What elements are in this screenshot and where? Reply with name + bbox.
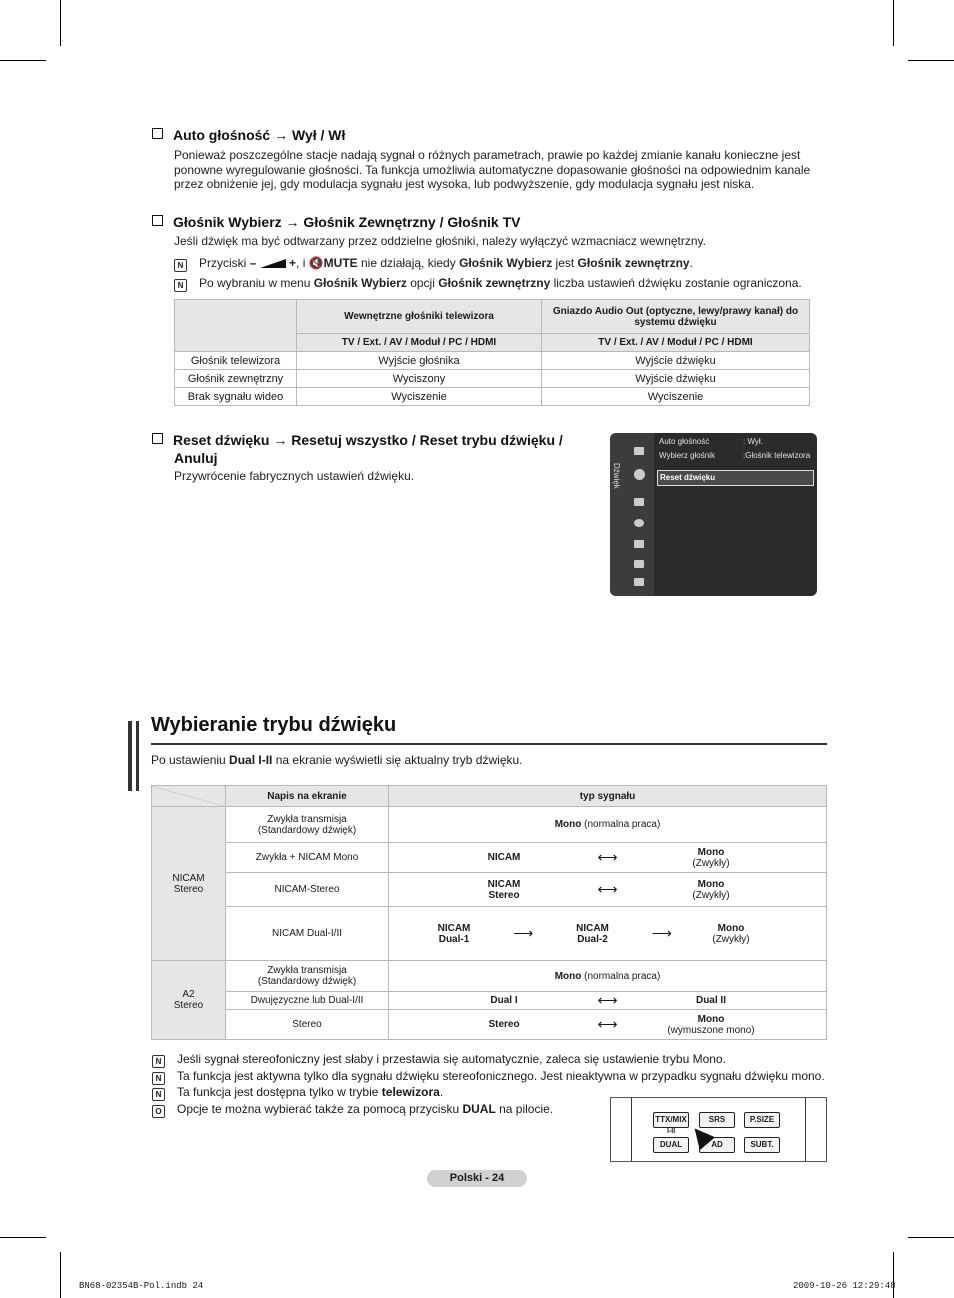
text: Mono (717, 922, 745, 934)
section-reset-body: Przywrócenie fabrycznych ustawień dźwięku. (174, 469, 415, 483)
text: Przyciski (199, 256, 247, 270)
table-cell: Stereo (226, 1010, 389, 1040)
section-title-text: Anuluj (174, 450, 218, 466)
table-cell: Głośnik zewnętrzny (175, 370, 297, 388)
p-size-button[interactable]: P.SIZE (744, 1112, 780, 1128)
text: (normalna praca) (581, 970, 661, 982)
menu-item-label: Wybierz głośnik (659, 451, 715, 460)
text: Mono (697, 1013, 725, 1025)
remote-control-illustration (610, 1097, 827, 1162)
heading-rule (151, 743, 827, 745)
remote-edge (631, 1098, 632, 1161)
note-icon: N (152, 1088, 165, 1101)
text: . (689, 256, 693, 270)
section-speaker-select-title (152, 214, 520, 230)
text: (wymuszone mono) (667, 1024, 755, 1036)
text: (Zwykły) (692, 889, 730, 901)
note-icon: N (152, 1072, 165, 1085)
footer-filename: BN68-02354B-Pol.indb 24 (79, 1281, 204, 1291)
note-settings-limited (174, 276, 802, 292)
table-cell: Zwykła transmisja (Standardowy dźwięk) (226, 807, 389, 843)
dual-label: I-II (667, 1128, 676, 1135)
text: Opcje te można wybierać także za pomocą przycisku (177, 1102, 463, 1116)
table-header: Gniazdo Audio Out (optyczne, lewy/prawy kanał) do systemu dźwięku (542, 300, 810, 334)
srs-button[interactable]: SRS (699, 1112, 735, 1128)
table-cell: Wyjście dźwięku (542, 352, 810, 370)
crop-mark (60, 0, 61, 46)
table-cell (389, 873, 827, 907)
setup-gear-icon (634, 519, 644, 527)
menu-item-sound-reset[interactable] (657, 470, 814, 486)
table-cell: Zwykła transmisja (Standardowy dźwięk) (226, 961, 389, 992)
remote-note-icon: O (152, 1105, 165, 1118)
note-icon: N (174, 279, 187, 292)
table-cell: NICAM Dual-I/II (226, 907, 389, 961)
dual-button[interactable]: DUAL (653, 1137, 689, 1153)
text: Głośnik zewnętrzny (438, 276, 551, 290)
text: Ta funkcja jest dostępna tylko w trybie (177, 1085, 382, 1099)
menu-list (657, 435, 817, 486)
text: NICAM Dual-2 (576, 922, 609, 945)
menu-item-speaker-select[interactable] (657, 449, 817, 463)
note-buttons-disabled (174, 256, 693, 272)
ttx-mix-button[interactable]: TTX/MIX (653, 1112, 689, 1128)
text: Głośnik Wybierz (313, 276, 407, 290)
table-cell (389, 907, 827, 961)
text: (Zwykły) (692, 857, 730, 869)
menu-item-value: :Głośnik telewizora (743, 451, 811, 460)
right-arrow-icon: ⟶ (651, 925, 672, 941)
page-title: Wybieranie trybu dźwięku (151, 714, 397, 736)
checkbox-bullet-icon (152, 128, 163, 139)
bidirectional-arrow-icon: ⟷ (597, 1016, 618, 1032)
crop-mark (908, 1237, 954, 1238)
menu-item-value: : Wył. (743, 437, 763, 446)
volume-wedge-icon (260, 259, 286, 268)
text: MUTE (323, 256, 358, 270)
checkbox-bullet-icon (152, 433, 163, 444)
subt-button[interactable]: SUBT. (744, 1137, 780, 1153)
section-auto-volume-body: Ponieważ poszczególne stacje nadają sygnał o różnych parametrach, prawie po każdej zmianie kanału konieczne jest ponowne wyregulowanie głośności. Ta funkcja umożliwia automatyczne dopasowanie głośności na odpowiednim kanale przez obniżenie jej, gdy modulacja sygnału jest wysoka, lub podwyższenie, gdy modulacja sygnału jest niska. (174, 148, 811, 191)
table-row (175, 352, 810, 370)
text: NICAM Dual-1 (437, 922, 471, 945)
text: (normalna praca) (581, 819, 661, 830)
text: Mono (554, 970, 582, 982)
text: nie działają, kiedy (357, 256, 460, 270)
text: opcji (406, 276, 439, 290)
text: Po wybraniu w menu (199, 276, 314, 290)
table-row (175, 388, 810, 406)
table-cell: Wyciszenie (542, 388, 810, 406)
text: Stereo (488, 1019, 520, 1030)
section-speaker-select-body: Jeśli dźwięk ma być odtwarzany przez oddzielne głośniki, należy wyłączyć wzmacniacz wewnętrzny. (174, 234, 706, 248)
section-title-text: Auto głośność → Wył / Wł (173, 127, 346, 143)
text: Ta funkcja jest aktywna tylko dla sygnału dźwięku stereofonicznego. Jest nieaktywna w przypadku sygnału dźwięku mono. (177, 1069, 825, 1083)
table-cell: Dwujęzyczne lub Dual-I/II (226, 992, 389, 1010)
bidirectional-arrow-icon: ⟷ (597, 849, 618, 865)
table-cell (389, 807, 827, 843)
bidirectional-arrow-icon: ⟷ (597, 992, 618, 1008)
footer-timestamp: 2009-10-26 12:29:48 (793, 1281, 896, 1291)
sound-icon (634, 469, 645, 480)
table-corner (152, 786, 226, 807)
table-row (175, 370, 810, 388)
table-header: Wewnętrzne głośniki telewizora (297, 300, 542, 334)
table-cell (389, 961, 827, 992)
table-subheader: TV / Ext. / AV / Moduł / PC / HDMI (542, 334, 810, 352)
text: jest (552, 256, 578, 270)
menu-side-label: Dźwięk (612, 463, 621, 489)
table-subheader: TV / Ext. / AV / Moduł / PC / HDMI (297, 334, 542, 352)
text: Mono (554, 819, 582, 830)
table-cell: NICAM-Stereo (226, 873, 389, 907)
table-corner (175, 300, 297, 352)
checkbox-bullet-icon (152, 215, 163, 226)
crop-mark (908, 60, 954, 61)
table-cell: Zwykła + NICAM Mono (226, 843, 389, 873)
text: telewizora (381, 1085, 440, 1099)
note-remote-dual (152, 1102, 553, 1118)
text: Dual II (695, 995, 726, 1006)
crop-mark (0, 60, 46, 61)
crop-mark (60, 1252, 61, 1298)
page-number-badge: Polski - 24 (427, 1170, 527, 1187)
note-icon: N (152, 1055, 165, 1068)
table-cell: Wyjście dźwięku (542, 370, 810, 388)
note-weak-stereo (152, 1052, 726, 1068)
bidirectional-arrow-icon: ⟷ (597, 881, 618, 897)
table-cell: Wyciszenie (297, 388, 542, 406)
text: Głośnik Wybierz (459, 256, 553, 270)
text: Głośnik zewnętrzny (577, 256, 690, 270)
section-title-text: Reset dźwięku → Resetuj wszystko / Reset trybu dźwięku / (173, 432, 563, 448)
heading-bar-decoration (128, 721, 139, 791)
section-auto-volume-title (152, 127, 345, 143)
table-cell: Wyciszony (297, 370, 542, 388)
menu-item-label: Reset dźwięku (660, 473, 716, 482)
text: + (285, 256, 297, 270)
table-cell (389, 843, 827, 873)
group-nicam-stereo: NICAM Stereo (152, 807, 226, 961)
menu-item-auto-volume[interactable] (657, 435, 817, 449)
speaker-output-table (174, 299, 810, 406)
ad-button[interactable]: AD (699, 1137, 735, 1153)
section-title-text: Głośnik Wybierz → Głośnik Zewnętrzny / Głośnik TV (173, 214, 521, 230)
mute-icon: 🔇 (308, 256, 324, 270)
table-header: Napis na ekranie (226, 786, 389, 807)
menu-sidebar (610, 433, 654, 596)
text: , i (296, 256, 309, 270)
text: liczba ustawień dźwięku zostanie ograniczona. (550, 276, 802, 290)
text: Mono (697, 878, 725, 890)
note-stereo-only (152, 1069, 825, 1085)
table-cell (389, 1010, 827, 1040)
input-icon (634, 540, 644, 548)
table-cell: Wyjście głośnika (297, 352, 542, 370)
crop-mark (893, 1252, 894, 1298)
group-a2-stereo: A2 Stereo (152, 961, 226, 1040)
text: Po ustawieniu (151, 753, 230, 767)
channel-icon (634, 498, 644, 506)
note-icon: N (174, 259, 187, 272)
crop-mark (0, 1237, 46, 1238)
application-icon (634, 560, 644, 568)
menu-item-label: Auto głośność (659, 437, 710, 446)
table-header: typ sygnału (389, 786, 827, 807)
table-cell: Brak sygnału wideo (175, 388, 297, 406)
text: na ekranie wyświetli się aktualny tryb dźwięku. (272, 753, 523, 767)
text: (Zwykły) (712, 933, 750, 945)
support-icon (634, 578, 644, 586)
note-tv-mode-only (152, 1085, 443, 1101)
text: – (249, 256, 260, 270)
table-cell: Głośnik telewizora (175, 352, 297, 370)
crop-mark (893, 0, 894, 46)
text: na pilocie. (495, 1102, 554, 1116)
text: Mono (697, 846, 725, 858)
text: NICAM Stereo (487, 878, 521, 901)
text: DUAL (462, 1102, 496, 1116)
remote-edge (805, 1098, 806, 1161)
sound-mode-table (151, 785, 827, 1040)
tv-sound-menu-screenshot (610, 433, 817, 596)
text: Dual I (490, 995, 518, 1006)
intro-text (151, 753, 523, 767)
section-reset-title (152, 431, 563, 467)
text: Jeśli sygnał stereofoniczny jest słaby i przestawia się automatycznie, zaleca się ustawienie trybu Mono. (177, 1052, 726, 1066)
right-arrow-icon: ⟶ (513, 925, 534, 941)
text: Dual I-II (229, 753, 273, 767)
picture-icon (634, 447, 644, 455)
text: . (439, 1085, 444, 1099)
text: NICAM (487, 852, 521, 863)
table-cell (389, 992, 827, 1010)
